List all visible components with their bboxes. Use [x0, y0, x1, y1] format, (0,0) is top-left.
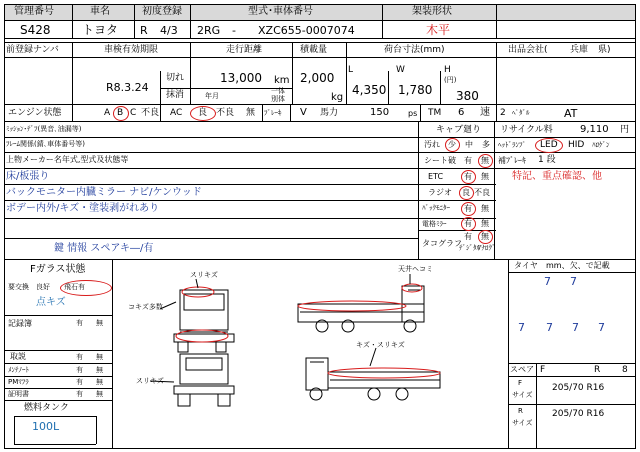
- mgmt-no-label: 管理番号: [14, 6, 54, 17]
- recycle-value: 9,110: [580, 124, 609, 135]
- diagram-roof-dent: 天井ヘコミ: [398, 265, 433, 273]
- cert-have: 有: [76, 390, 83, 398]
- pedal-count: 2: [500, 108, 506, 118]
- tacho-label: タコグラフ: [422, 239, 462, 248]
- headlamp-halogen: ﾊﾛｹﾞﾝ: [592, 141, 610, 149]
- ac-none: 無: [246, 108, 256, 118]
- seat-none: 無: [481, 156, 489, 165]
- record-none: 無: [96, 319, 103, 327]
- body-label: 架装形状: [412, 6, 452, 17]
- maint-have: 有: [76, 366, 83, 374]
- model: 2RG: [197, 24, 221, 37]
- ac-bad: 不良: [216, 108, 235, 118]
- radio-label: ラジオ: [428, 188, 452, 197]
- etc-none: 無: [481, 172, 489, 181]
- erased-label: 抹消: [166, 90, 185, 100]
- spare-front: F: [540, 365, 546, 375]
- maint-label: ﾒﾝﾃﾉｰﾄ: [8, 366, 29, 374]
- elec-mirror-label: 電格ﾐﾗｰ: [422, 220, 447, 228]
- cab-front-scratch-mark: [182, 287, 214, 297]
- rear-size-r: R: [518, 407, 523, 415]
- fglass-replace: 要交換: [8, 283, 29, 291]
- ac-label: AC: [170, 108, 183, 118]
- transmission: AT: [564, 107, 578, 120]
- backmonitor-label: ﾊﾞｯｸﾓﾆﾀｰ: [422, 204, 450, 212]
- manual-label: 取説: [10, 352, 26, 361]
- cab-label: キャブ廻り: [436, 125, 482, 135]
- recycle-yen: 円: [620, 125, 630, 135]
- tire-label: タイヤ: [514, 261, 538, 270]
- backmonitor-have-circle: [461, 202, 476, 216]
- engine-label: エンジン状態: [8, 108, 62, 118]
- note-body: ボデー内外/キズ・塗装剥がれあり: [6, 203, 160, 214]
- tacho-analog: ｱﾅﾛｸﾞ: [478, 244, 496, 252]
- truck-side-view-2: [306, 358, 440, 400]
- truck-side-view: [298, 286, 424, 332]
- load-label: 積載量: [300, 45, 328, 55]
- aux-brake-stage: 1 段: [538, 155, 556, 165]
- hp-unit: ps: [408, 109, 418, 118]
- height-value: 380: [456, 89, 479, 103]
- tm-value: 6: [458, 107, 465, 118]
- diagram-scratch-rear: スリキズ: [136, 377, 164, 385]
- load-value: 2,000: [300, 71, 335, 85]
- pedal-label: ﾍﾟﾀﾞﾙ: [512, 109, 530, 117]
- tire-front-left: 7: [544, 275, 551, 288]
- upper-maker-label: 上物メーカー名年式,型式及状態等: [6, 155, 129, 164]
- width-label: W: [396, 65, 405, 75]
- width-value: 1,780: [398, 83, 433, 97]
- etc-have: 有: [464, 172, 472, 181]
- etc-label: ETC: [428, 172, 444, 181]
- recycle-label: リサイクル料: [500, 125, 553, 135]
- spare-rear-value: 8: [622, 365, 628, 375]
- etc-have-circle: [461, 170, 476, 184]
- tire-rear-4: 7: [598, 321, 605, 334]
- mileage-label: 走行距離: [226, 45, 263, 55]
- partial-label: 一体: [271, 87, 285, 95]
- seat-label: シート破: [424, 156, 456, 165]
- record-label: 記録簿: [8, 319, 32, 328]
- mission-label: ﾐｯｼｮﾝ･ﾃﾞﾌ(異音､油漏等): [6, 125, 82, 133]
- pm-have: 有: [76, 378, 83, 386]
- tacho-digital: ﾃﾞｼﾞﾀﾙ: [459, 244, 480, 252]
- brake-label: ﾌﾞﾚｰｷ: [264, 109, 282, 117]
- engine-a: A: [104, 108, 111, 118]
- seller-suffix: 県): [598, 45, 611, 55]
- load-unit: kg: [331, 92, 344, 103]
- seller-pref: 兵庫: [570, 45, 589, 55]
- note-floor: 床/板張り: [6, 171, 50, 182]
- era: R: [140, 24, 148, 37]
- side-bed-scratch-mark: [298, 301, 406, 311]
- fglass-good: 良好: [36, 283, 50, 291]
- manual-have: 有: [76, 353, 83, 361]
- side2-bed-scratch-mark: [328, 368, 440, 378]
- maint-none: 無: [96, 366, 103, 374]
- seat-none-circle: [478, 154, 493, 168]
- length-value: 4,350: [352, 83, 387, 97]
- manual-none: 無: [96, 353, 103, 361]
- mgmt-no: S428: [20, 23, 51, 37]
- dirt-label: 汚れ: [424, 140, 440, 149]
- tire-rear-3: 7: [572, 321, 579, 334]
- pm-none: 無: [96, 378, 103, 386]
- engine-b-circle: [113, 106, 129, 121]
- headlamp-label: ﾍｯﾄﾞﾗﾝﾌﾟ: [498, 141, 526, 149]
- separate-label: 別体: [271, 95, 285, 103]
- dirt-many: 多: [482, 140, 490, 149]
- hp-value: 150: [370, 107, 390, 118]
- front-size-label: サイズ: [512, 391, 533, 399]
- note-keys: 鍵 情報 スペアキ―/有: [54, 243, 154, 254]
- engine-b: B: [117, 108, 124, 118]
- inspect-date: R8.3.24: [106, 81, 149, 94]
- fglass-chip-circle: [60, 280, 112, 296]
- radio-bad: 不良: [474, 188, 490, 197]
- record-have: 有: [76, 319, 83, 327]
- tacho-none-circle: [478, 230, 493, 244]
- dirt-few-circle: [445, 138, 460, 152]
- radio-good-circle: [459, 186, 474, 200]
- note-backmonitor: バックモニター内臓ミラー ナビ/ケンウッド: [6, 187, 202, 198]
- seat-have: 有: [464, 156, 472, 165]
- cab-front-view: [174, 290, 234, 352]
- ac-good: 良: [198, 108, 208, 118]
- mileage-unit: km: [274, 75, 290, 86]
- make-label: 車名: [90, 6, 110, 17]
- tire-front-right: 7: [570, 275, 577, 288]
- elec-none: 無: [481, 219, 489, 228]
- body-type: 木平: [426, 23, 451, 37]
- dirt-few: 少: [448, 140, 456, 149]
- fglass-chip-mark: 点キズ: [36, 297, 66, 308]
- engine-bad: 不良: [141, 108, 160, 118]
- seller-label: 出品会社(: [508, 45, 548, 55]
- frame-label: ﾌﾚｰﾑ関係(錆､車体番号等): [6, 140, 85, 148]
- inspect-label: 車検有効期限: [104, 45, 159, 55]
- fglass-chip: 飛石有: [64, 283, 85, 291]
- headlamp-led-circle: [535, 138, 563, 153]
- fglass-label: Fガラス状態: [30, 264, 86, 275]
- chassis-number: XZC655-0007074: [258, 24, 355, 37]
- fuel-value: 100L: [32, 420, 60, 433]
- headlamp-led: LED: [540, 140, 558, 150]
- truck-damage-diagram: [120, 262, 504, 446]
- dirt-medium: 中: [465, 140, 473, 149]
- tire-rear-2: 7: [546, 321, 553, 334]
- make: トヨタ: [82, 23, 119, 37]
- diagram-scratch-many: コキズ多数: [128, 303, 163, 311]
- height-unit: (円): [444, 76, 457, 84]
- cert-none: 無: [96, 390, 103, 398]
- height-label: H: [444, 65, 451, 75]
- pm-label: PMﾏﾌﾗ: [8, 378, 29, 386]
- rear-tire-size: 205/70 R16: [552, 409, 605, 419]
- tire-unit: mm、欠、で記載: [546, 261, 610, 270]
- engine-c: C: [130, 108, 137, 118]
- elec-have: 有: [464, 219, 472, 228]
- special-notes: 特記、重点確認、他: [512, 171, 602, 182]
- mileage-value: 13,000: [220, 71, 262, 85]
- elec-have-circle: [461, 217, 476, 231]
- model-dash: -: [232, 24, 236, 37]
- spare-label: スペア: [510, 365, 534, 374]
- truck-rear-view: [174, 354, 234, 406]
- spare-rear: R: [594, 365, 601, 375]
- brake-value: V: [300, 107, 307, 118]
- ac-good-circle: [190, 106, 216, 121]
- expired-label: 切れ: [166, 73, 185, 83]
- side-roof-dent-mark: [402, 284, 422, 292]
- radio-good: 良: [462, 188, 470, 197]
- rear-size-label: サイズ: [512, 419, 533, 427]
- fuel-label: 燃料タンク: [24, 403, 69, 413]
- prev-plate-label: 前登録ナンバ: [6, 45, 59, 55]
- front-tire-size: 205/70 R16: [552, 383, 605, 393]
- length-label: L: [348, 65, 354, 75]
- diagram-scratch-side: キズ・スリキズ: [356, 341, 405, 349]
- tire-rear-1: 7: [518, 321, 525, 334]
- backmonitor-have: 有: [464, 204, 472, 213]
- first-reg: 4/3: [160, 24, 178, 37]
- diagram-scratch-top: スリキズ: [190, 271, 218, 279]
- backmonitor-none: 無: [481, 204, 489, 213]
- front-size-f: F: [518, 379, 523, 387]
- tm-label: TM: [428, 108, 442, 118]
- tacho-none: 無: [481, 232, 489, 241]
- model-label: 型式･車体番号: [248, 6, 313, 17]
- cargo-dims-label: 荷台寸法(mm): [384, 45, 445, 55]
- aux-brake-label: 補ﾌﾞﾚｰｷ: [498, 156, 526, 165]
- hp-label: 馬力: [320, 108, 339, 118]
- speed-label: 速: [480, 107, 490, 118]
- headlamp-hid: HID: [568, 140, 585, 150]
- cert-label: 証明書: [8, 390, 29, 398]
- tacho-have: 有: [464, 232, 472, 241]
- first-reg-label: 初度登録: [142, 6, 182, 17]
- erased-year: 年月: [205, 92, 219, 100]
